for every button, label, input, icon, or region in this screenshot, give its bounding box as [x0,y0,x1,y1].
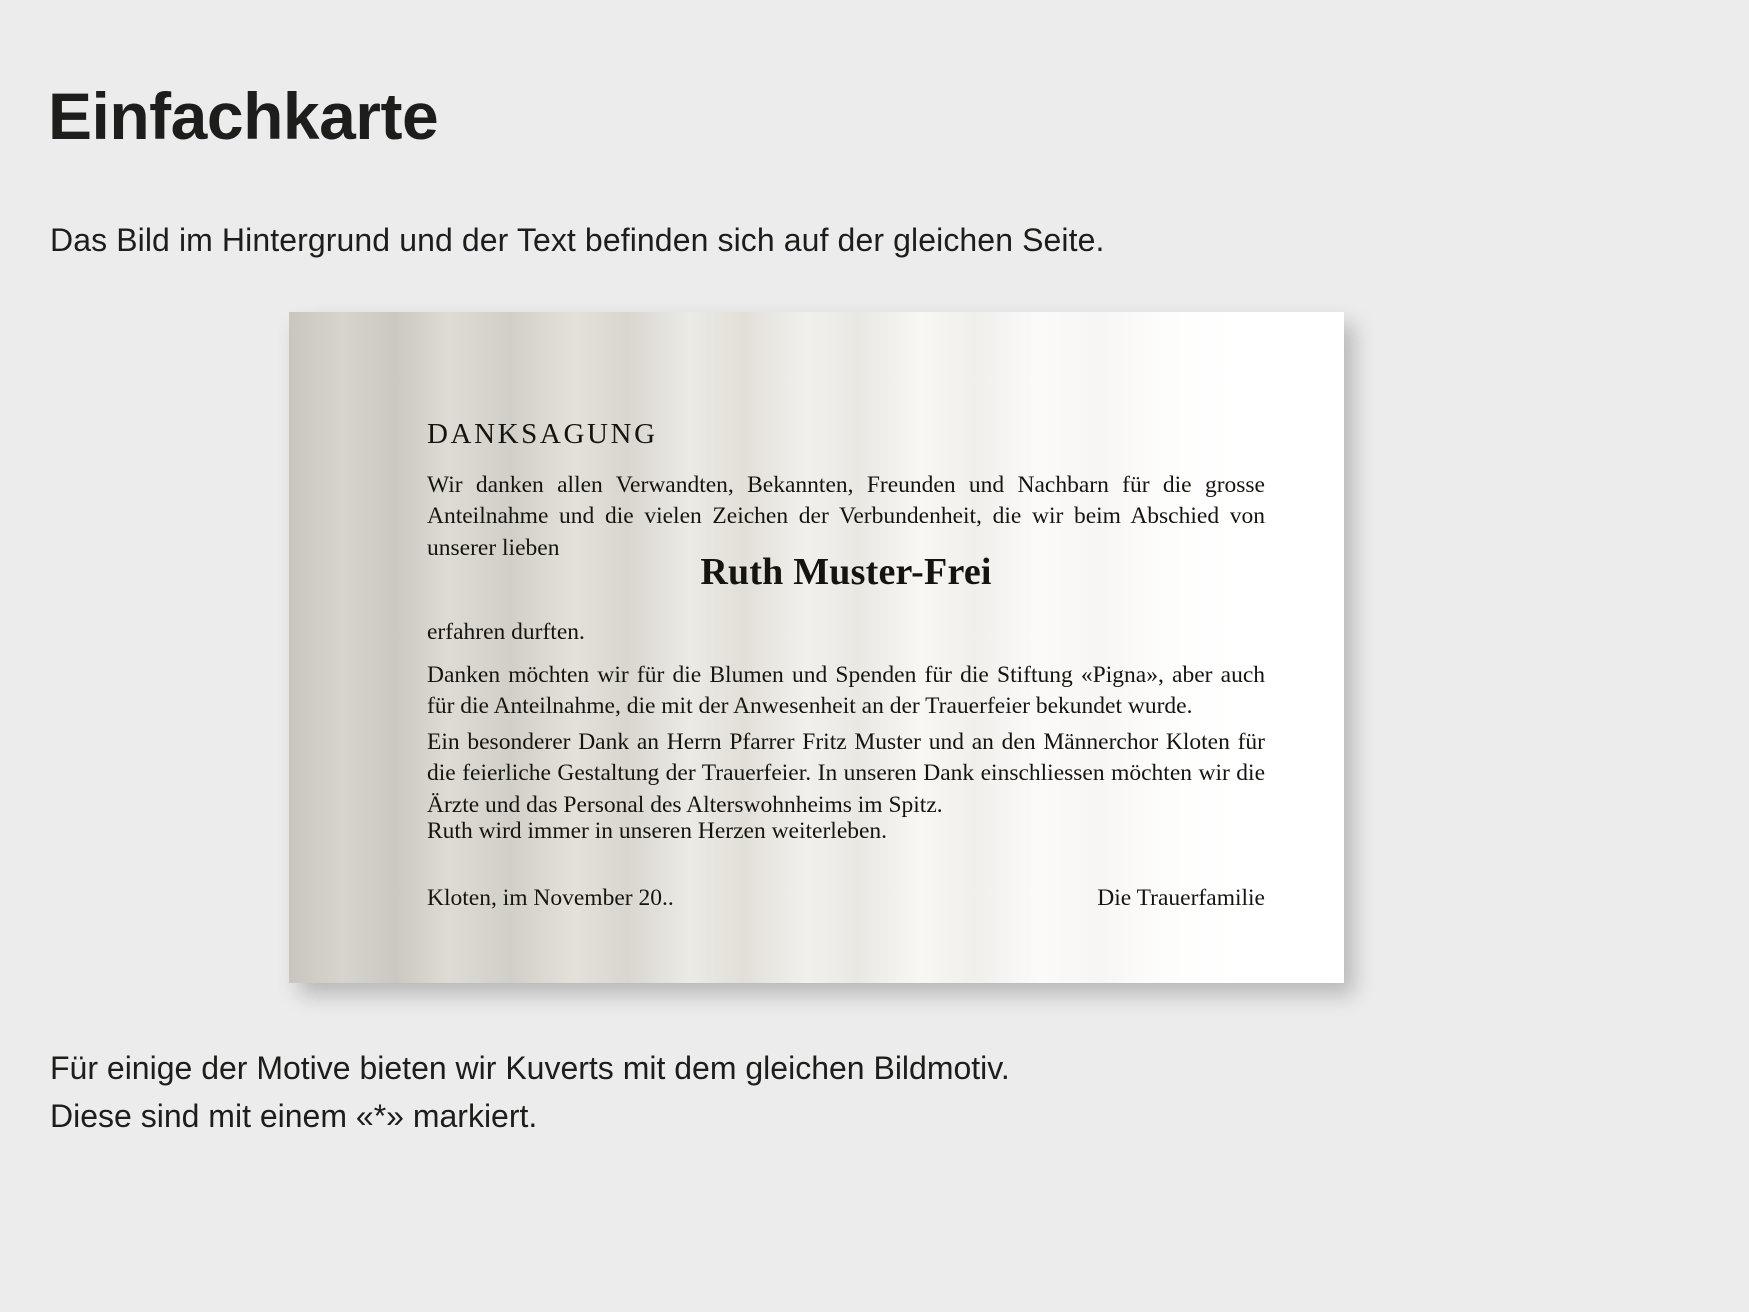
card-footer [427,885,1265,912]
card-paragraph-intro: Wir danken allen Verwandten, Bekannten, Freunden und Nachbarn für die grosse Anteilnahme und die vielen Zeichen der Verbundenheit, die wir beim Abschied von unserer lieben [427,472,1265,561]
card-paragraph-thanks: Ein besonderer Dank an Herrn Pfarrer Fritz Muster und an den Männerchor Kloten für die feierliche Gestaltung der Trauerfeier. In unseren Dank einschliessen möchten wir die Ärzte und das Personal des Alterswohnheims im Spitz. [427,729,1265,818]
card-footer-place-date: Kloten, im November 20.. [427,885,674,911]
card-content [427,312,1265,983]
card-paragraph-closing: Ruth wird immer in unseren Herzen weiterleben. [427,818,888,844]
card-deceased-name: Ruth Muster-Frei [700,551,992,593]
card-footer-signature: Die Trauerfamilie [1097,885,1265,911]
page-note-line-1: Für einige der Motive bieten wir Kuverts mit dem gleichen Bildmotiv. [50,1050,1010,1086]
page-note [50,1044,1010,1140]
card-preview [289,312,1344,983]
page-subtitle: Das Bild im Hintergrund und der Text befinden sich auf der gleichen Seite. [50,222,1105,258]
page-title: Einfachkarte [48,79,439,154]
card-paragraph-donations: Danken möchten wir für die Blumen und Spenden für die Stiftung «Pigna», aber auch für die Anteilnahme, die mit der Anwesenheit an der Trauerfeier bekundet wurde. [427,662,1265,720]
card-background [289,312,1344,983]
card-paragraph-after-name: erfahren durften. [427,619,585,645]
card-heading: DANKSAGUNG [427,418,658,450]
page-note-line-2: Diese sind mit einem «*» markiert. [50,1098,538,1134]
